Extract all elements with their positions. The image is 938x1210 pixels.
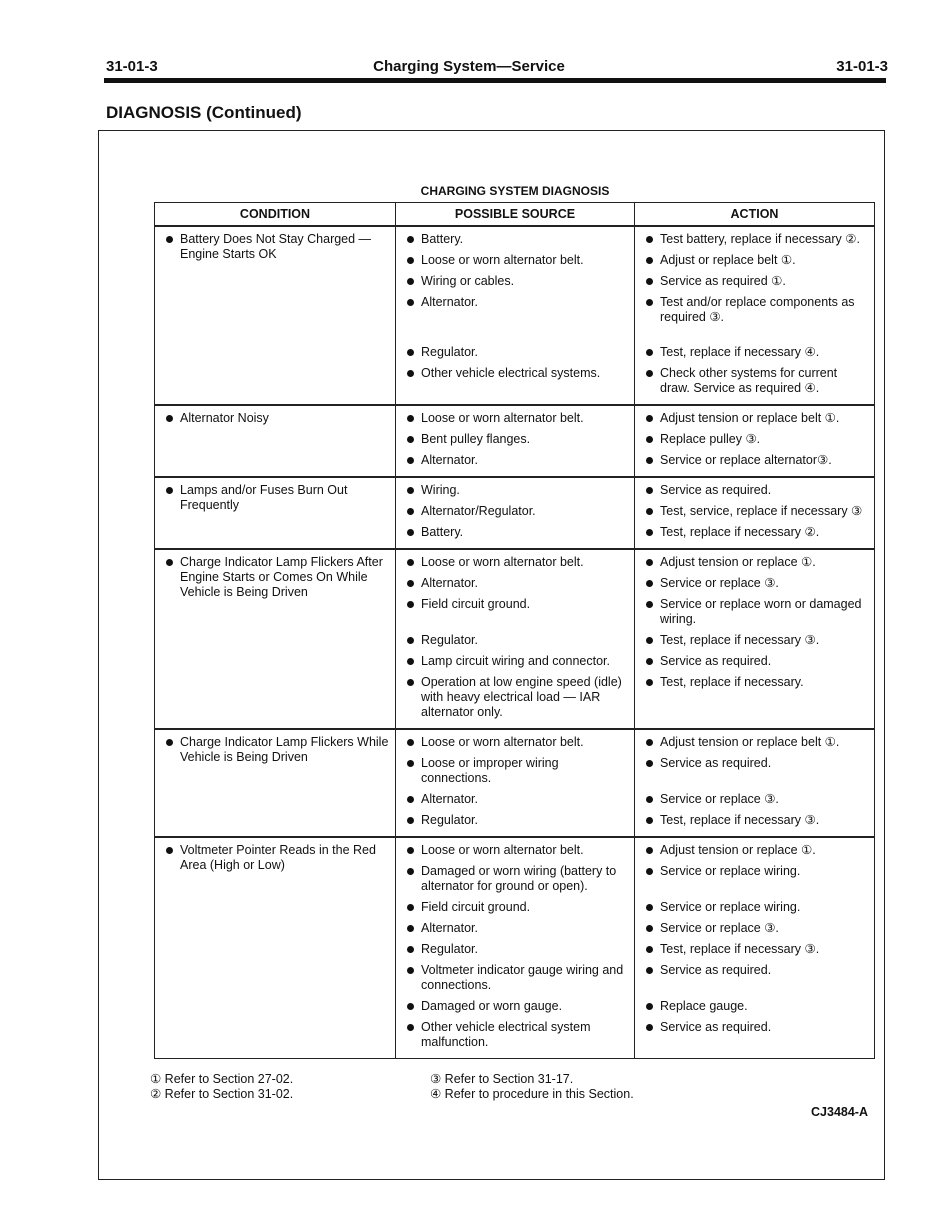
- source-item-text: Alternator.: [421, 921, 478, 935]
- action-item: [635, 813, 874, 828]
- action-cell: [635, 450, 875, 477]
- source-cell: [396, 594, 635, 630]
- footnotes-left: [150, 1072, 293, 1102]
- column-header-action: ACTION: [635, 203, 875, 227]
- source-cell: [396, 226, 635, 250]
- source-cell: [396, 522, 635, 549]
- action-item-text: Service or replace wiring.: [660, 900, 801, 914]
- source-cell: [396, 501, 635, 522]
- action-cell: [635, 429, 875, 450]
- source-item-text: Regulator.: [421, 633, 478, 647]
- source-cell: [396, 810, 635, 837]
- action-cell: [635, 837, 875, 861]
- source-item-text: Alternator.: [421, 792, 478, 806]
- source-item: [396, 253, 634, 268]
- source-cell: [396, 429, 635, 450]
- source-item: [396, 942, 634, 957]
- action-item: [635, 295, 874, 325]
- action-item: [635, 900, 874, 915]
- source-item-text: Regulator.: [421, 813, 478, 827]
- footnote: ③ Refer to Section 31-17.: [430, 1072, 574, 1086]
- source-item: [396, 555, 634, 570]
- action-cell: [635, 549, 875, 573]
- action-item: [635, 597, 874, 627]
- source-item: [396, 900, 634, 915]
- action-item-text: Service or replace alternator③.: [660, 453, 832, 467]
- table-header-row: [155, 203, 875, 227]
- action-item: [635, 792, 874, 807]
- action-item-text: Test, replace if necessary ②.: [660, 525, 820, 539]
- source-item: [396, 411, 634, 426]
- action-item-text: Service as required.: [660, 1020, 772, 1034]
- source-cell: [396, 960, 635, 996]
- condition-item-text: Voltmeter Pointer Reads in the Red Area (High or Low): [180, 843, 376, 872]
- action-cell: [635, 861, 875, 897]
- action-cell: [635, 939, 875, 960]
- action-cell: [635, 226, 875, 250]
- source-item-text: Damaged or worn gauge.: [421, 999, 563, 1013]
- action-cell: [635, 753, 875, 789]
- source-cell: [396, 837, 635, 861]
- action-item: [635, 942, 874, 957]
- action-cell: [635, 292, 875, 328]
- source-item-text: Operation at low engine speed (idle) with heavy electrical load — IAR alternator only.: [421, 675, 622, 719]
- action-item-text: Test, replace if necessary ④.: [660, 345, 820, 359]
- action-cell: [635, 729, 875, 753]
- action-cell: [635, 630, 875, 651]
- diagnosis-table: [154, 202, 875, 1059]
- action-item-text: Test battery, replace if necessary ②.: [660, 232, 860, 246]
- action-cell: [635, 250, 875, 271]
- source-cell: [396, 549, 635, 573]
- condition-item-text: Battery Does Not Stay Charged — Engine Starts OK: [180, 232, 372, 261]
- source-item: [396, 921, 634, 936]
- source-item: [396, 525, 634, 540]
- action-item: [635, 366, 874, 396]
- source-item: [396, 597, 634, 612]
- action-cell: [635, 918, 875, 939]
- action-item: [635, 274, 874, 289]
- table-row: [155, 729, 875, 753]
- table-row: [155, 226, 875, 250]
- action-cell: [635, 501, 875, 522]
- source-item-text: Field circuit ground.: [421, 900, 531, 914]
- action-item-text: Service as required.: [660, 483, 772, 497]
- source-item: [396, 813, 634, 828]
- condition-item: [155, 735, 395, 765]
- action-item-text: Service or replace ③.: [660, 792, 779, 806]
- action-item-text: Test, replace if necessary ③.: [660, 942, 820, 956]
- action-item-text: Check other systems for current draw. Service as required ④.: [660, 366, 838, 395]
- condition-item: [155, 483, 395, 513]
- source-item: [396, 1020, 634, 1050]
- source-cell: [396, 271, 635, 292]
- action-cell: [635, 897, 875, 918]
- header-rule: [104, 78, 886, 83]
- action-cell: [635, 810, 875, 837]
- source-item-text: Loose or worn alternator belt.: [421, 411, 584, 425]
- source-item-text: Wiring.: [421, 483, 460, 497]
- source-cell: [396, 939, 635, 960]
- action-item-text: Service or replace ③.: [660, 576, 779, 590]
- action-item: [635, 633, 874, 648]
- action-cell: [635, 328, 875, 363]
- source-cell: [396, 651, 635, 672]
- condition-item: [155, 843, 395, 873]
- table-row: [155, 549, 875, 573]
- action-item-text: Adjust tension or replace belt ①.: [660, 735, 840, 749]
- source-item-text: Battery.: [421, 232, 464, 246]
- action-cell: [635, 651, 875, 672]
- source-item: [396, 633, 634, 648]
- source-item-text: Loose or worn alternator belt.: [421, 843, 584, 857]
- source-item: [396, 654, 634, 669]
- source-item-text: Battery.: [421, 525, 464, 539]
- source-cell: [396, 996, 635, 1017]
- condition-item: [155, 232, 395, 262]
- source-item-text: Field circuit ground.: [421, 597, 531, 611]
- action-cell: [635, 363, 875, 405]
- condition-cell: [155, 837, 396, 1059]
- source-cell: [396, 918, 635, 939]
- source-cell: [396, 450, 635, 477]
- source-item-text: Loose or worn alternator belt.: [421, 735, 584, 749]
- action-item-text: Test, replace if necessary ③.: [660, 633, 820, 647]
- condition-item-text: Alternator Noisy: [180, 411, 269, 425]
- action-item-text: Adjust or replace belt ①.: [660, 253, 796, 267]
- source-item: [396, 735, 634, 750]
- page-number-right: 31-01-3: [836, 58, 888, 75]
- source-item-text: Alternator.: [421, 576, 478, 590]
- action-item: [635, 504, 874, 519]
- action-cell: [635, 789, 875, 810]
- source-item-text: Loose or worn alternator belt.: [421, 253, 584, 267]
- table-row: [155, 477, 875, 501]
- action-item-text: Adjust tension or replace ①.: [660, 843, 816, 857]
- source-item: [396, 274, 634, 289]
- action-cell: [635, 960, 875, 996]
- column-header-possible-source: POSSIBLE SOURCE: [396, 203, 635, 227]
- action-item: [635, 411, 874, 426]
- action-item: [635, 654, 874, 669]
- source-item: [396, 999, 634, 1014]
- source-cell: [396, 328, 635, 363]
- source-cell: [396, 363, 635, 405]
- action-item: [635, 921, 874, 936]
- source-cell: [396, 405, 635, 429]
- source-item: [396, 675, 634, 720]
- action-item-text: Replace pulley ③.: [660, 432, 761, 446]
- source-item: [396, 576, 634, 591]
- action-cell: [635, 672, 875, 729]
- source-item: [396, 453, 634, 468]
- section-title: DIAGNOSIS (Continued): [106, 103, 302, 122]
- column-header-condition: CONDITION: [155, 203, 396, 227]
- page-number-left: 31-01-3: [106, 58, 158, 75]
- source-item-text: Lamp circuit wiring and connector.: [421, 654, 610, 668]
- action-item: [635, 843, 874, 858]
- action-item: [635, 453, 874, 468]
- action-item-text: Replace gauge.: [660, 999, 748, 1013]
- source-cell: [396, 1017, 635, 1059]
- condition-item-text: Charge Indicator Lamp Flickers While Vehicle is Being Driven: [180, 735, 389, 764]
- source-item-text: Alternator.: [421, 453, 478, 467]
- action-item: [635, 999, 874, 1014]
- action-item: [635, 963, 874, 978]
- action-item: [635, 735, 874, 750]
- action-cell: [635, 405, 875, 429]
- source-item-text: Alternator/Regulator.: [421, 504, 536, 518]
- action-cell: [635, 996, 875, 1017]
- action-item-text: Service or replace worn or damaged wiring.: [660, 597, 862, 626]
- footnote: ① Refer to Section 27-02.: [150, 1072, 294, 1086]
- condition-cell: [155, 405, 396, 477]
- source-cell: [396, 897, 635, 918]
- source-cell: [396, 573, 635, 594]
- source-cell: [396, 729, 635, 753]
- condition-item: [155, 555, 395, 600]
- action-item-text: Test and/or replace components as required ③.: [660, 295, 855, 324]
- source-item: [396, 864, 634, 894]
- source-item-text: Loose or improper wiring connections.: [421, 756, 559, 785]
- source-cell: [396, 250, 635, 271]
- action-item: [635, 483, 874, 498]
- source-item: [396, 963, 634, 993]
- source-item: [396, 483, 634, 498]
- condition-item: [155, 411, 395, 426]
- action-item-text: Service as required ①.: [660, 274, 786, 288]
- condition-cell: [155, 226, 396, 405]
- source-item: [396, 366, 634, 381]
- action-item: [635, 576, 874, 591]
- source-item-text: Loose or worn alternator belt.: [421, 555, 584, 569]
- action-item-text: Service or replace ③.: [660, 921, 779, 935]
- condition-cell: [155, 477, 396, 549]
- source-cell: [396, 292, 635, 328]
- source-item-text: Regulator.: [421, 942, 478, 956]
- source-item: [396, 504, 634, 519]
- source-item-text: Other vehicle electrical system malfunction.: [421, 1020, 591, 1049]
- figure-code: CJ3484-A: [811, 1105, 868, 1119]
- footnote: ④ Refer to procedure in this Section.: [430, 1087, 634, 1101]
- source-item: [396, 792, 634, 807]
- source-item-text: Regulator.: [421, 345, 478, 359]
- source-cell: [396, 789, 635, 810]
- action-item-text: Service as required.: [660, 756, 772, 770]
- condition-item-text: Charge Indicator Lamp Flickers After Engine Starts or Comes On While Vehicle is Being Driven: [180, 555, 383, 599]
- action-item-text: Service as required.: [660, 963, 772, 977]
- action-item-text: Service as required.: [660, 654, 772, 668]
- source-item: [396, 345, 634, 360]
- source-item-text: Other vehicle electrical systems.: [421, 366, 601, 380]
- source-item-text: Alternator.: [421, 295, 478, 309]
- action-item: [635, 864, 874, 879]
- condition-cell: [155, 729, 396, 837]
- source-item: [396, 232, 634, 247]
- action-item: [635, 1020, 874, 1035]
- source-cell: [396, 477, 635, 501]
- table-row: [155, 405, 875, 429]
- running-title: Charging System—Service: [373, 58, 565, 75]
- action-item: [635, 555, 874, 570]
- condition-cell: [155, 549, 396, 729]
- action-cell: [635, 477, 875, 501]
- source-item-text: Wiring or cables.: [421, 274, 515, 288]
- action-item-text: Test, replace if necessary ③.: [660, 813, 820, 827]
- action-item: [635, 345, 874, 360]
- source-cell: [396, 672, 635, 729]
- source-cell: [396, 630, 635, 651]
- source-item-text: Voltmeter indicator gauge wiring and connections.: [421, 963, 624, 992]
- action-item-text: Adjust tension or replace ①.: [660, 555, 816, 569]
- action-cell: [635, 522, 875, 549]
- action-cell: [635, 271, 875, 292]
- source-item-text: Damaged or worn wiring (battery to alternator for ground or open).: [421, 864, 617, 893]
- source-cell: [396, 861, 635, 897]
- source-item: [396, 756, 634, 786]
- action-item-text: Adjust tension or replace belt ①.: [660, 411, 840, 425]
- action-item-text: Test, service, replace if necessary ③: [660, 504, 863, 518]
- source-cell: [396, 753, 635, 789]
- action-cell: [635, 594, 875, 630]
- source-item: [396, 843, 634, 858]
- action-item: [635, 756, 874, 771]
- action-item: [635, 232, 874, 247]
- table-row: [155, 837, 875, 861]
- action-item: [635, 675, 874, 690]
- action-cell: [635, 1017, 875, 1059]
- action-cell: [635, 573, 875, 594]
- source-item-text: Bent pulley flanges.: [421, 432, 531, 446]
- source-item: [396, 295, 634, 310]
- action-item: [635, 432, 874, 447]
- condition-item-text: Lamps and/or Fuses Burn Out Frequently: [180, 483, 348, 512]
- source-item: [396, 432, 634, 447]
- footnote: ② Refer to Section 31-02.: [150, 1087, 294, 1101]
- footnotes-right: [430, 1072, 634, 1102]
- action-item: [635, 525, 874, 540]
- action-item-text: Service or replace wiring.: [660, 864, 801, 878]
- action-item: [635, 253, 874, 268]
- table-title: CHARGING SYSTEM DIAGNOSIS: [420, 184, 610, 198]
- action-item-text: Test, replace if necessary.: [660, 675, 804, 689]
